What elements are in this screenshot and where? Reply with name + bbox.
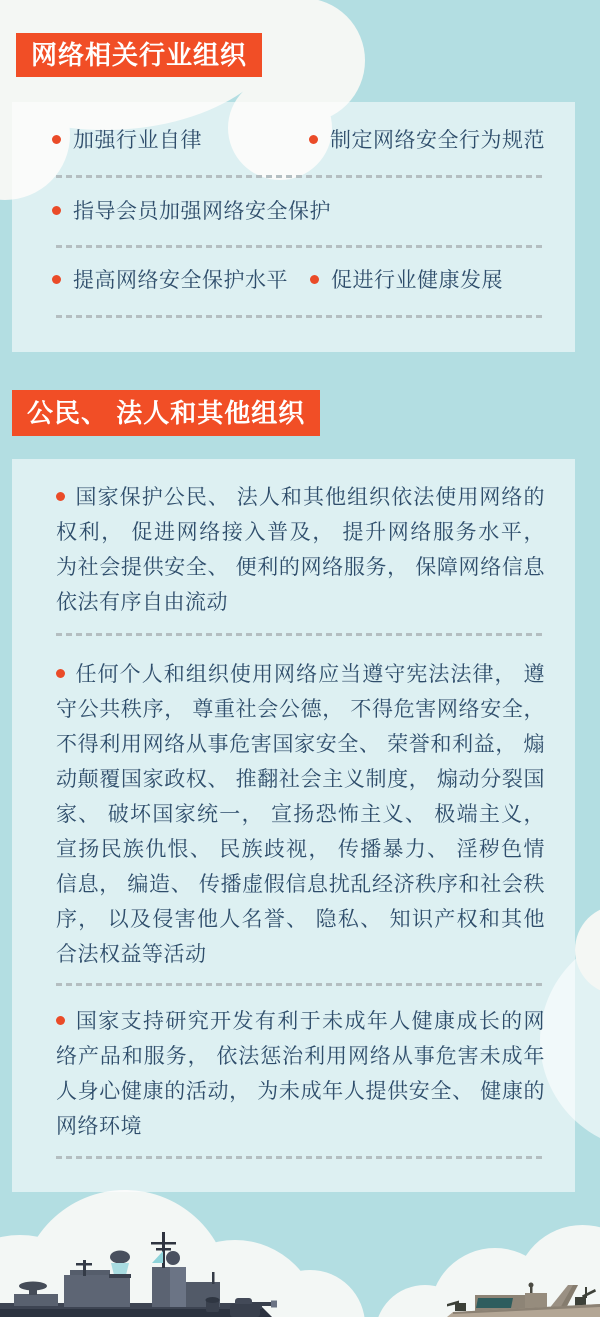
bullet-row [52,201,545,223]
section-title-industry-orgs: 网络相关行业组织 [16,33,262,77]
bullet-dot-icon [52,275,61,284]
bullet-dot-icon [52,206,61,215]
bullet-item [52,130,309,152]
dashed-divider [56,315,545,318]
industry-orgs-card [12,102,575,352]
bullet-item-label: 指导会员加强网络安全保护 [73,200,331,223]
paragraph-text: 国家保护公民、 法人和其他组织依法使用网络的权利， 促进网络接入普及， 提升网络服务水平， 为社会提供安全、 便利的网络服务， 保障网络信息依法有序自由流动 [56,486,545,614]
bullet-item-label: 提高网络安全保护水平 [73,269,288,292]
dashed-divider [56,983,545,986]
bullet-dot-icon [52,135,61,144]
bullet-item [309,130,545,152]
law-paragraph [56,1004,545,1144]
paragraph-text: 国家支持研究开发有利于未成年人健康成长的网络产品和服务， 依法惩治利用网络从事危害未成年人身心健康的活动， 为未成年人提供安全、 健康的网络环境 [56,1010,545,1138]
bullet-row [52,130,545,152]
dashed-divider [56,1156,545,1159]
citizens-orgs-card [12,459,575,1192]
bullet-item [52,270,310,292]
law-paragraph [56,480,545,620]
bullet-dot-icon [56,669,65,678]
bullet-item-label: 制定网络安全行为规范 [330,129,545,152]
dashed-divider [56,175,545,178]
dashed-divider [56,245,545,248]
bullet-item [52,201,331,223]
dashed-divider [56,633,545,636]
bullet-dot-icon [56,1016,65,1025]
paragraph-text: 任何个人和组织使用网络应当遵守宪法法律， 遵守公共秩序， 尊重社会公德， 不得危害网络安全， 不得利用网络从事危害国家安全、 荣誉和利益， 煽动颠覆国家政权、 推翻社会主义制度， 煽动分裂国家、 破坏国家统一， 宣扬恐怖主义、 极端主义， 宣扬民族仇恨、 民族歧视， 传播暴力、 淫秽色情信息， 编造、 传播虚假信息扰乱经济秩序和社会秩序， 以及侵害他人名誉、 隐私、 知识产权和其他合法权益等活动 [56,663,545,966]
law-paragraph [56,657,545,972]
bullet-item-label: 加强行业自律 [73,129,202,152]
section-title-citizens-orgs: 公民、 法人和其他组织 [12,390,320,436]
bullet-dot-icon [56,492,65,501]
bullet-dot-icon [309,135,318,144]
gunboat-illustration [425,1267,600,1317]
bullet-item [310,270,503,292]
bullet-row [52,270,545,292]
bullet-dot-icon [310,275,319,284]
battleship-illustration [0,1230,280,1317]
bullet-item-label: 促进行业健康发展 [331,269,503,292]
